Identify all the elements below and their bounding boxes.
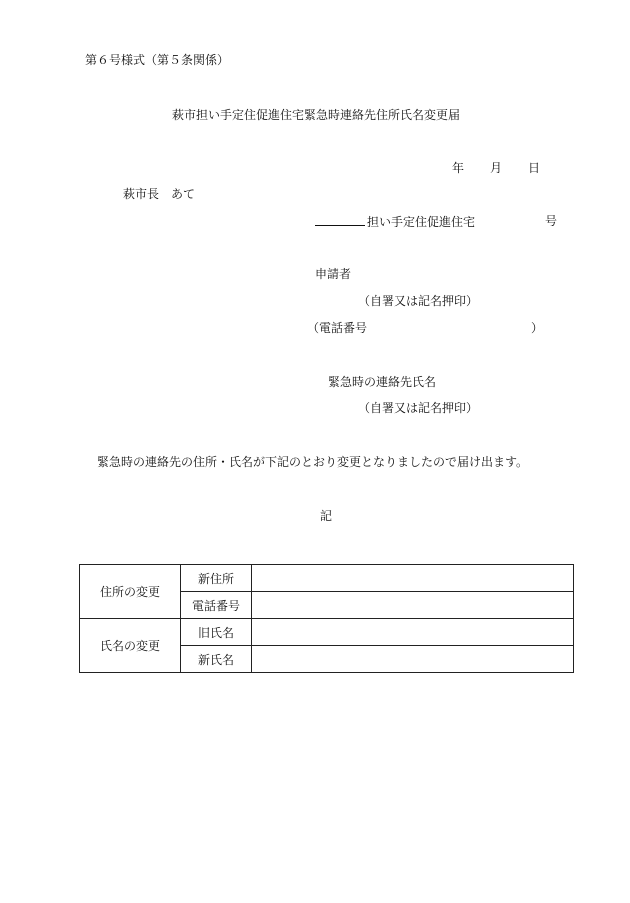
changes-table: [79, 564, 574, 673]
row-label-new-address: 新住所: [181, 565, 252, 592]
room-suffix: 号: [545, 214, 558, 228]
date-year-label: 年: [452, 161, 465, 175]
table-row: [80, 619, 574, 646]
emergency-signature-note: （自署又は記名押印）: [358, 401, 479, 415]
row-label-old-name: 旧氏名: [181, 619, 252, 646]
ki-heading: 記: [320, 509, 333, 523]
statement: 緊急時の連絡先の住所・氏名が下記のとおり変更となりましたので届け出ます。: [97, 455, 529, 469]
category-address-change: 住所の変更: [80, 565, 181, 619]
housing-blank[interactable]: [315, 213, 365, 226]
housing-label: 担い手定住促進住宅: [367, 215, 476, 229]
category-name-change: 氏名の変更: [80, 619, 181, 673]
new-name-field[interactable]: [252, 646, 574, 673]
row-label-new-name: 新氏名: [181, 646, 252, 673]
applicant-label: 申請者: [315, 267, 352, 281]
date-day-label: 日: [528, 161, 541, 175]
form-number: 第６号様式（第５条関係）: [85, 53, 230, 67]
phone-field[interactable]: [252, 592, 574, 619]
applicant-phone-close: ）: [531, 321, 544, 335]
housing-line: [315, 213, 475, 230]
addressee: 萩市長 あて: [123, 187, 196, 201]
emergency-contact-label: 緊急時の連絡先氏名: [328, 375, 437, 389]
new-address-field[interactable]: [252, 565, 574, 592]
table-row: [80, 565, 574, 592]
applicant-signature-note: （自署又は記名押印）: [358, 294, 479, 308]
old-name-field[interactable]: [252, 619, 574, 646]
form-title: 萩市担い手定住促進住宅緊急時連絡先住所氏名変更届: [172, 108, 461, 122]
row-label-phone: 電話番号: [181, 592, 252, 619]
date-month-label: 月: [490, 161, 503, 175]
applicant-phone-open: （電話番号: [307, 321, 368, 335]
